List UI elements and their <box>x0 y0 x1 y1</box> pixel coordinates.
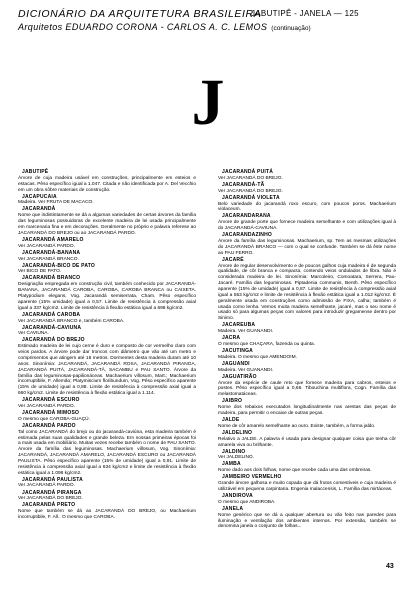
entry-term: JACARANDÁ PARDO <box>22 422 76 429</box>
entry-definition: O mesmo que CHAÇARA, fazenda ou quinta. <box>218 341 316 347</box>
entry-definition: Ver JACARANDÁ PARDO. <box>18 403 75 409</box>
entry-definition: Relativo a JALDE. A palavra é usada para designar qualquer coisa que tenha côr amarela viva ou brilhante. <box>218 436 396 448</box>
section-letter: J <box>191 66 225 139</box>
dictionary-entry <box>18 251 196 263</box>
entry-definition: Ver JACARANDÁ BRANCO. <box>18 256 79 262</box>
entry-definition: Ver JACARANDÁ DO BREJO. <box>18 496 83 502</box>
dictionary-entry <box>18 264 196 276</box>
entry-term: JACARANDÁ PIRANGA <box>22 489 82 496</box>
entry-definition: Belo variedade do jacarandá roxo escuro, com poucos poros. Machaerium violaceum. <box>218 201 396 213</box>
entry-term: JACARANDÁ VIOLETA <box>222 194 280 201</box>
entry-term: JACARANDÁ-BICO DE PATO <box>22 262 96 269</box>
entry-definition: Ver JACARANDÁ PARDO. <box>18 483 75 489</box>
entry-term: JACARANDÁ <box>22 206 56 213</box>
entry-definition: Ver CAVIUNA. <box>18 331 49 337</box>
left-column <box>18 170 196 522</box>
entry-definition: O mesmo que ANDIROBA. <box>218 499 276 505</box>
entry-definition: Tal como JACARANDÁ do brejo ou do jacarandá-caviúna, esta madeira também é estimada pelas suas qualidades e grande beleza. Em nossas primeiras épocas foi a mais usada em mobiliário. Muitas vezes recebe também o nome de PAU SANTO. Árvore da família das leguminosas. Machaerium villosum, Vog. Sinonímia: JACARANDÁ, JACARANDÁ AMARELO, JACARANDÁ ESCURO ou JACARANDÁ PAULISTA. Pêso específico aparente (15% de umidade) igual a 0,91. Limite de resistência à compressão axial igual a 634 kg/cm2 e limite de resistência à flexão estática igual a 1.098 kg/cm2. <box>18 429 196 476</box>
dictionary-entry <box>218 450 396 462</box>
entry-term: JACARANDÁ PUITÁ <box>222 169 274 175</box>
entry-definition: Nome de côr amarelo semelhante ao ouro. Existe, também, a forma jaldo. <box>218 423 376 429</box>
entry-term: JACARANDÁ PAULISTA <box>22 476 83 483</box>
entry-term: JAMBEIRO VERMELHO <box>222 474 282 481</box>
entry-term: JACARANDÁ MIMOSO <box>22 409 80 416</box>
entry-definition: Ver JACARANDÁ BRANCO e, também CAROBA. <box>18 318 125 324</box>
entry-term: JACARANDÁ AMARELO <box>22 236 84 243</box>
entry-definition: Nome que indistintamente se dá a algumas variedades de certas árvores da família das leguminosas possuidoras de excelente madeira de lei usada principalmente em marcenaria fina e em decorações. Geralmente no próprio e palavra referese ao JACARANDÁ DO BREJO ou ao JACARANDÁ PARDO. <box>18 213 196 236</box>
entry-definition: Madeira. Ver GUANANDI. <box>218 367 274 373</box>
dictionary-entry <box>18 338 196 396</box>
entry-definition: Ver JACARANDÁ DO BREJO. <box>218 188 283 194</box>
dictionary-entry <box>18 195 196 207</box>
page-header-title: DICIONÁRIO DA ARQUITETURA BRASILEIRA <box>18 8 262 20</box>
dictionary-entry <box>18 326 196 338</box>
entry-term: JACRA <box>222 335 241 342</box>
dictionary-entry <box>218 349 396 361</box>
page-number: 43 <box>386 563 394 570</box>
entry-term: JANELA <box>222 505 244 512</box>
dictionary-entry <box>218 494 396 506</box>
entry-term: JACARANDÁ CAROBA <box>22 311 81 318</box>
entry-term: JACARANDARANA <box>222 213 271 220</box>
dictionary-entry <box>218 475 396 493</box>
entry-term: JAIBRO <box>222 398 243 405</box>
entry-definition: Ver BICO DE PATO. <box>18 269 62 275</box>
entry-definition: Árvore da família das leguminosas. Machaerium, sp. Tem as mesmas utilizações do JACARANDÁ BRANCO — com o qual se confunde. Também se dá êste nome ao PAU FERRO. <box>218 239 396 256</box>
entry-term: JAGUATIRÃO <box>222 373 257 380</box>
entry-term: JACARANDÁ PRETO <box>22 502 76 509</box>
dictionary-entry <box>18 170 196 193</box>
entry-term: JACARANDÁ ESCURO <box>22 397 80 404</box>
dictionary-entry <box>218 399 396 417</box>
dictionary-entry <box>218 196 396 214</box>
dictionary-entry <box>218 183 396 195</box>
entry-term: JACARANDAZINHO <box>222 232 273 239</box>
dictionary-entry <box>18 398 196 410</box>
page-header-authors <box>18 22 311 32</box>
entry-term: JACARANDÁ BRANCO <box>22 275 81 282</box>
entry-term: JACAREUBA <box>222 322 256 329</box>
entry-term: JACARANDÁ-BANANA <box>22 249 81 256</box>
dictionary-entry <box>218 375 396 398</box>
entry-definition: O mesmo que CAROBA-GUAÇÚ. <box>18 416 90 422</box>
entry-definition: Árvore de grande porte que fornece madeira semelhante e com utilizações igual à do JACARANDÁ-CAVIUNA. <box>218 220 396 232</box>
dictionary-entry <box>18 276 196 311</box>
dictionary-entry <box>218 336 396 348</box>
dictionary-entry <box>218 214 396 232</box>
entry-definition: Nome que também se dá ao JACARANDÁ DO BREJO, ou Machaerium incorruptibile, F. All.. O mesmo que CAROBA. <box>18 509 196 521</box>
entry-term: JACARANDÁ-TÃ <box>222 181 265 188</box>
entry-definition: Árvore da espécie de caule reto que fornece madeira para cabros, esteios e postes. Pêso específico igual a 0,66. Tibouchina multiflora, Cogn. Família das melastomatáceas. <box>218 380 396 398</box>
entry-term: JALDINO <box>222 448 246 455</box>
entry-definition: Nome genérico que se dá a qualquer abertura ou vão feito nas paredes para iluminação e ventilação dos ambientes internos. Por extensão, também se denomina janela o conjunto de folhas... <box>218 512 396 530</box>
entry-term: JALDELINO <box>222 429 253 436</box>
entry-definition: Madeira. O mesmo que AMENDOIM. <box>218 354 297 360</box>
dictionary-entry <box>18 491 196 503</box>
entry-definition: Ver JACARANDÁ PARDO. <box>18 243 75 249</box>
dictionary-entry <box>18 411 196 423</box>
entry-term: JACARANDÁ DO BREJO <box>22 337 85 344</box>
entry-term: JANDIROVA <box>222 493 253 500</box>
entry-term: JACARÉ <box>222 256 244 263</box>
entry-definition: Estimado madeira de lei cujo cerne é duro e composto de cor vermelho claro com veios pardos. A árvore pode dar troncos com diâmetro que vão até um metro e comprimentos que atingem até 18 metros. Dormentes desta madeira duram até 10 anos. Sinonímia: JACARANDÁ, JACARANDÁ ROSA, JACARANDÁ PIRANGA, JACARANDÁ PUITÁ, JACARANDÁ-TÃ, SACAMBU e PAU SANTO. Árvore da família das leguminosas-papilionáceas. Machaerium villosum, Mart.; Machaerium incorruptibile, F. Allemão; Platymiscium floribundum, Vog. Pêso específico aparente (15% de umidade) igual a 0,88. Limite de resistência à compressão axial igual a 660 kg/cm2. Limite de resistência à flexão estática igual a 1.114. <box>18 344 196 397</box>
entry-definition: Árvore de regular desenvolvimento e de poucos galhos cuja madeira é de segunda qualidade, de côr branca e compacta, contendo veios ondulados de fibra. Não é considerada madeira de lei. Sinonímia: Marcoleiro, Comoatara, Serrera, Pau-Jacaré. Família das leguminosas. Piptadenia communis, Benth. Pêso específico aparente (15% de umidade) igual a 0,87. Limite de resistência à compressão axial igual a 553 kg/cm2 e limite de resistência à flexão estática igual a 1.012 kg/cm2. É geralmente usada em construções como admissão de FIXA, calha; também é usada como lenha. Vemos muita madeira semelhante, jacaré, mas o seu nome é usado só para algumas peças com valores para introduzir gregamense dentro por Sinimo. <box>218 263 396 322</box>
entry-definition: Ver JACARANDÁ DO BREJO. <box>218 175 283 181</box>
entry-definition: Ver JALDELINO. <box>218 455 254 461</box>
entry-definition: Nome dado aos dois folhas, nome que recebe cada uma das ombreiras. <box>218 468 372 474</box>
entry-definition: Árvore de cuja madeira usável em construções, principalmente em esteios e estacas. Pêso específico igual a 1.047. Citada e não identificada por A. Del Vecchio em um obra sôbre materiais de construção. <box>18 175 196 193</box>
dictionary-entry <box>218 507 396 530</box>
continuation-note: (continuação) <box>271 25 311 32</box>
authors-text: Arquitetos EDUARDO CORONA - CARLOS A. C. LEMOS <box>18 22 268 32</box>
dictionary-entry <box>218 323 396 335</box>
dictionary-entry <box>18 478 196 490</box>
running-head: JABUTIPÊ - JANELA — 125 <box>251 9 359 18</box>
entry-definition: Nome dos rebaixos executados longitudinalmente nas arestas das peças de madeira, para permitir o encaixe de outras peças. <box>218 405 396 416</box>
dictionary-entry <box>18 313 196 325</box>
dictionary-entry <box>218 462 396 474</box>
entry-definition: Grande árvore galhosa e muito copada que dá frutos comestíveis e cuja madeira é utilizável em pequena carpintaria. Engenia malaccensis, L. Família das mirtáceas. <box>218 481 396 493</box>
entry-definition: Madeira. Ver FRUTA DE MACACO. <box>18 200 94 206</box>
entry-term: JAGUANDI <box>222 360 250 367</box>
entry-definition: Designação empregada em construção civil, também conhecido por JACARANDÁ-BANANA, JACARANDÁ CAROBA, CAROBA, CAROBA BRANCA ou CAIXETA. Platypodium elegans, Vog. Jacarandá semiserrata, Cham. Pêso específico aparente (15% umidade) igual a 0,57. Limite de resistência à compressão axial igual a 337 kg/cm2. Limite de resistência à flexão estática igual a 698 kg/cm2. <box>18 282 196 311</box>
dictionary-entry <box>18 424 196 477</box>
entry-term: JALDE <box>222 417 240 423</box>
dictionary-entry <box>218 362 396 374</box>
dictionary-entry <box>218 418 396 430</box>
entry-definition: Madeira. Ver GUANANDI. <box>218 329 274 335</box>
dictionary-entry <box>218 233 396 256</box>
dictionary-entry <box>18 238 196 250</box>
dictionary-entry <box>218 431 396 449</box>
dictionary-entry <box>18 207 196 236</box>
dictionary-entry <box>18 503 196 521</box>
dictionary-entry <box>218 258 396 322</box>
entry-term: JABUTIPÊ <box>22 169 49 175</box>
right-column <box>218 170 396 532</box>
entry-term: JAMBA <box>222 461 241 468</box>
entry-term: JACAPUCAIA <box>22 193 57 200</box>
entry-term: JACUTINGA <box>222 347 253 354</box>
dictionary-entry <box>218 170 396 182</box>
entry-term: JACARANDÁ-CAVIUNA <box>22 324 82 331</box>
